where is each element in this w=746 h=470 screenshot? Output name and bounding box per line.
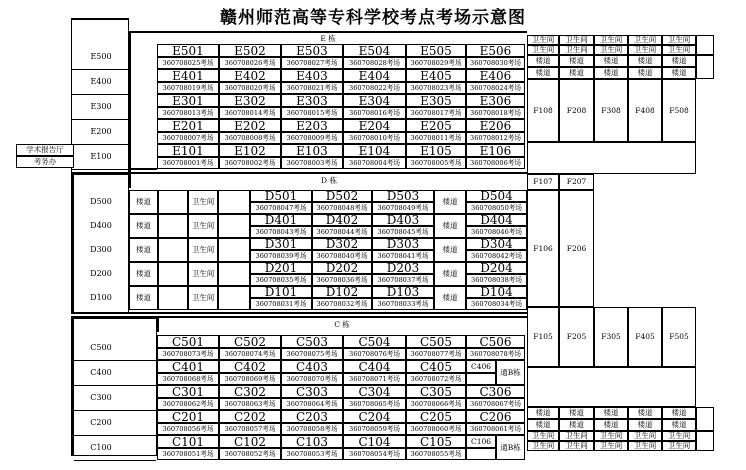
e-bottom-bar	[129, 168, 157, 170]
room-number: E305	[406, 94, 466, 107]
room-number: C105	[406, 435, 466, 448]
exam-code: 360708039考场	[250, 250, 312, 262]
room-number: C303	[281, 385, 343, 398]
corridor-label: 楼道	[129, 262, 158, 286]
exam-code: 360708024考场	[466, 82, 525, 94]
f-room: F106	[527, 190, 559, 307]
building-name-c: C 栋	[159, 318, 525, 332]
f-room: F205	[559, 307, 594, 367]
exam-code: 360708053考场	[281, 448, 343, 460]
restroom-label: 卫生间	[559, 45, 594, 55]
room-number: E502	[219, 44, 281, 57]
empty-cell	[466, 373, 496, 385]
room-number: E403	[281, 69, 343, 82]
room-number: E104	[343, 144, 406, 157]
exam-code: 360708058考场	[281, 423, 343, 435]
room-number: D404	[466, 214, 527, 226]
room-number: D302	[312, 238, 372, 250]
to-b-label: 通B栋	[496, 435, 525, 460]
exam-code: 360708067考场	[466, 398, 525, 410]
room-number: E301	[157, 94, 219, 107]
corridor-label: 楼道	[434, 286, 466, 310]
corridor-label: 楼道	[527, 419, 559, 431]
room-number: E205	[406, 119, 466, 132]
room-number: D204	[466, 262, 527, 274]
room-number: C402	[219, 360, 281, 373]
room-number: C103	[281, 435, 343, 448]
restroom-label: 卫生间	[188, 190, 218, 214]
restroom-label: 卫生间	[662, 441, 696, 451]
exam-code: 360708001考场	[157, 157, 219, 169]
floor-label: C100	[90, 442, 112, 452]
d-gap	[158, 214, 188, 238]
room-number: E405	[406, 69, 466, 82]
room-number: C206	[466, 410, 525, 423]
exam-code: 360708017考场	[406, 107, 466, 119]
corridor-label: 楼道	[594, 67, 628, 79]
corridor-label: 楼道	[434, 238, 466, 262]
floor-label: E500	[90, 51, 112, 61]
d-gap	[218, 214, 250, 238]
d-gap	[158, 238, 188, 262]
room-number: C404	[343, 360, 406, 373]
restroom-label: 卫生间	[628, 45, 662, 55]
exam-code: 360708002考场	[219, 157, 281, 169]
restroom-label: 卫生间	[662, 45, 696, 55]
side-label-office: 考务办	[16, 156, 74, 168]
floor-label: C200	[90, 417, 112, 427]
corridor-label: 楼道	[527, 407, 559, 419]
exam-code: 360708068考场	[157, 373, 219, 385]
corridor-label: 楼道	[594, 55, 628, 67]
exam-code: 360708064考场	[281, 398, 343, 410]
exam-code: 360708026考场	[219, 57, 281, 69]
room-number: E504	[343, 44, 406, 57]
floor-label: D100	[90, 293, 112, 302]
f-room: F508	[662, 79, 696, 142]
exam-code: 360708060考场	[406, 423, 466, 435]
room-number: E404	[343, 69, 406, 82]
corridor-label: 楼道	[559, 419, 594, 431]
exam-code: 360708040考场	[312, 250, 372, 262]
room-number: C203	[281, 410, 343, 423]
exam-code: 360708045考场	[372, 226, 434, 238]
restroom-label: 卫生间	[188, 214, 218, 238]
corridor-label: 楼道	[594, 419, 628, 431]
exam-code: 360708047考场	[250, 202, 312, 214]
floor-divider	[72, 169, 128, 170]
exam-code: 360708006考场	[466, 157, 525, 169]
restroom-label: 卫生间	[628, 35, 662, 45]
f-corner	[696, 431, 714, 451]
exam-code: 360708063考场	[219, 398, 281, 410]
room-number: E402	[219, 69, 281, 82]
room-number: D504	[466, 190, 527, 202]
room-number: C102	[219, 435, 281, 448]
exam-code: 360708071考场	[343, 373, 406, 385]
room-number: D103	[372, 286, 434, 298]
exam-code: 360708032考场	[312, 298, 372, 310]
room-number: C302	[219, 385, 281, 398]
restroom-label: 卫生间	[188, 262, 218, 286]
f-room: F208	[559, 79, 594, 142]
exam-code: 360708043考场	[250, 226, 312, 238]
exam-code: 360708025考场	[157, 57, 219, 69]
room-number: D501	[250, 190, 312, 202]
room-number: D201	[250, 262, 312, 274]
room-number: C205	[406, 410, 466, 423]
exam-code: 360708042考场	[466, 250, 527, 262]
room-number: D403	[372, 214, 434, 226]
f-room: F207	[559, 174, 594, 190]
f-room: F105	[527, 307, 559, 367]
d-gap	[158, 286, 188, 310]
exam-code: 360708003考场	[281, 157, 343, 169]
exam-code: 360708018考场	[466, 107, 525, 119]
room-number: C506	[466, 335, 525, 348]
d-gap	[218, 262, 250, 286]
floor-label: D400	[90, 221, 112, 230]
exam-code: 360708066考场	[406, 398, 466, 410]
side-label-hall: 学术报告厅	[16, 144, 74, 156]
exam-code: 360708005考场	[406, 157, 466, 169]
f-room: F206	[559, 190, 594, 307]
room-number: E505	[406, 44, 466, 57]
floor-label: E300	[90, 101, 112, 111]
corridor-label: 楼道	[434, 190, 466, 214]
room-number: D301	[250, 238, 312, 250]
exam-code: 360708052考场	[219, 448, 281, 460]
f-room: F108	[527, 79, 559, 142]
room-number: D202	[312, 262, 372, 274]
floor-label: D200	[90, 269, 112, 278]
room-number: D401	[250, 214, 312, 226]
room-number: E406	[466, 69, 525, 82]
corridor-label: 楼道	[594, 407, 628, 419]
d-gap	[218, 238, 250, 262]
exam-code: 360708019考场	[157, 82, 219, 94]
exam-code: 360708016考场	[343, 107, 406, 119]
exam-code: 360708008考场	[219, 132, 281, 144]
floor-label: D500	[90, 197, 112, 206]
exam-code: 360708027考场	[281, 57, 343, 69]
room-number: D402	[312, 214, 372, 226]
exam-code: 360708061考场	[466, 423, 525, 435]
room-number: E103	[281, 144, 343, 157]
corridor-label: 楼道	[559, 55, 594, 67]
exam-code: 360708054考场	[343, 448, 406, 460]
room-number: D503	[372, 190, 434, 202]
restroom-label: 卫生间	[628, 441, 662, 451]
restroom-label: 卫生间	[662, 431, 696, 441]
corridor-label: 楼道	[129, 214, 158, 238]
floor-label: C500	[90, 342, 112, 352]
room-number: E102	[219, 144, 281, 157]
exam-code: 360708012考场	[466, 132, 525, 144]
building-name-e: E 栋	[131, 33, 525, 44]
corridor-label: 楼道	[527, 55, 559, 67]
corridor-label: 楼道	[559, 67, 594, 79]
restroom-label: 卫生间	[527, 45, 559, 55]
restroom-label: 卫生间	[662, 35, 696, 45]
building-name-d: D 栋	[131, 174, 527, 188]
room-number: E303	[281, 94, 343, 107]
room-number: E206	[466, 119, 525, 132]
room-number: C101	[157, 435, 219, 448]
room-number: E506	[466, 44, 525, 57]
exam-code: 360708062考场	[157, 398, 219, 410]
d-bottom-wall	[71, 312, 527, 314]
floor-label: D300	[90, 245, 112, 254]
restroom-label: 卫生间	[594, 45, 628, 55]
room-number: C406	[466, 360, 496, 373]
exam-code: 360708050考场	[466, 202, 527, 214]
floor-label: E400	[90, 76, 112, 86]
room-number: C305	[406, 385, 466, 398]
room-number: D304	[466, 238, 527, 250]
room-number: E304	[343, 94, 406, 107]
exam-code: 360708069考场	[219, 373, 281, 385]
exam-code: 360708034考场	[466, 298, 527, 310]
room-number: E101	[157, 144, 219, 157]
corridor-label: 楼道	[129, 190, 158, 214]
page-title: 赣州师范高等专科学校考点考场示意图	[220, 8, 526, 28]
exam-code: 360708015考场	[281, 107, 343, 119]
exam-code: 360708023考场	[406, 82, 466, 94]
exam-code: 360708077考场	[406, 348, 466, 360]
exam-code: 360708038考场	[466, 274, 527, 286]
restroom-label: 卫生间	[559, 431, 594, 441]
room-number: C405	[406, 360, 466, 373]
room-number: C304	[343, 385, 406, 398]
exam-code: 360708048考场	[312, 202, 372, 214]
corridor-label: 楼道	[662, 55, 696, 67]
f-corner	[696, 55, 714, 79]
exam-code: 360708049考场	[372, 202, 434, 214]
exam-code: 360708056考场	[157, 423, 219, 435]
exam-code: 360708011考场	[406, 132, 466, 144]
room-number: C504	[343, 335, 406, 348]
f-room: F505	[662, 307, 696, 367]
restroom-label: 卫生间	[594, 35, 628, 45]
exam-code: 360708070考场	[281, 373, 343, 385]
f-room: F107	[527, 174, 559, 190]
exam-code: 360708020考场	[219, 82, 281, 94]
restroom-label: 卫生间	[559, 35, 594, 45]
room-number: C202	[219, 410, 281, 423]
room-number: C401	[157, 360, 219, 373]
d-gap	[158, 190, 188, 214]
f-room: F305	[594, 307, 628, 367]
room-number: C106	[466, 435, 496, 448]
exam-code: 360708009考场	[281, 132, 343, 144]
exam-code: 360708076考场	[343, 348, 406, 360]
corridor-label: 楼道	[129, 238, 158, 262]
f-corner	[696, 407, 714, 431]
exam-code: 360708046考场	[466, 226, 527, 238]
d-gap	[158, 262, 188, 286]
exam-code: 360708010考场	[343, 132, 406, 144]
exam-code: 360708035考场	[250, 274, 312, 286]
room-number: C502	[219, 335, 281, 348]
restroom-label: 卫生间	[188, 238, 218, 262]
exam-code: 360708072考场	[406, 373, 466, 385]
exam-code: 360708004考场	[343, 157, 406, 169]
exam-code: 360708075考场	[281, 348, 343, 360]
exam-code: 360708022考场	[343, 82, 406, 94]
restroom-label: 卫生间	[527, 441, 559, 451]
room-number: E106	[466, 144, 525, 157]
room-number: C306	[466, 385, 525, 398]
to-b-label: 通B栋	[496, 360, 525, 385]
restroom-label: 卫生间	[559, 441, 594, 451]
room-number: E204	[343, 119, 406, 132]
room-number: E105	[406, 144, 466, 157]
restroom-label: 卫生间	[594, 431, 628, 441]
e-left-top-bar	[71, 18, 129, 20]
corridor-label: 楼道	[527, 67, 559, 79]
room-number: C201	[157, 410, 219, 423]
corridor-label: 楼道	[434, 262, 466, 286]
room-number: E203	[281, 119, 343, 132]
restroom-label: 卫生间	[188, 286, 218, 310]
floor-divider	[74, 460, 156, 461]
exam-code: 360708065考场	[343, 398, 406, 410]
corridor-label: 楼道	[662, 67, 696, 79]
f-room: F408	[628, 79, 662, 142]
floor-label: C300	[90, 392, 112, 402]
room-number: C204	[343, 410, 406, 423]
exam-code: 360708037考场	[372, 274, 434, 286]
exam-code: 360708028考场	[343, 57, 406, 69]
room-number: E201	[157, 119, 219, 132]
room-number: E306	[466, 94, 525, 107]
corridor-label: 楼道	[559, 407, 594, 419]
exam-code: 360708074考场	[219, 348, 281, 360]
exam-code: 360708073考场	[157, 348, 219, 360]
exam-code: 360708021考场	[281, 82, 343, 94]
restroom-label: 卫生间	[628, 431, 662, 441]
exam-code: 360708036考场	[312, 274, 372, 286]
room-number: D102	[312, 286, 372, 298]
f-block	[527, 367, 696, 407]
corridor-label: 楼道	[434, 214, 466, 238]
restroom-label: 卫生间	[527, 431, 559, 441]
restroom-label: 卫生间	[527, 35, 559, 45]
restroom-label: 卫生间	[594, 441, 628, 451]
corridor-label: 楼道	[662, 407, 696, 419]
exam-code: 360708013考场	[157, 107, 219, 119]
exam-code: 360708041考场	[372, 250, 434, 262]
floor-label: E100	[90, 151, 112, 161]
room-number: C501	[157, 335, 219, 348]
corridor-label: 楼道	[129, 286, 158, 310]
room-number: D101	[250, 286, 312, 298]
corridor-label: 楼道	[628, 407, 662, 419]
room-number: E401	[157, 69, 219, 82]
f-corner	[696, 35, 714, 55]
room-number: C403	[281, 360, 343, 373]
corridor-label: 楼道	[662, 419, 696, 431]
empty-cell	[466, 448, 496, 460]
exam-code: 360708030考场	[466, 57, 525, 69]
room-number: E302	[219, 94, 281, 107]
floor-label: C400	[90, 367, 112, 377]
d-gap	[218, 286, 250, 310]
room-number: D203	[372, 262, 434, 274]
f-room: F308	[594, 79, 628, 142]
room-number: E202	[219, 119, 281, 132]
exam-code: 360708059考场	[343, 423, 406, 435]
room-number: C301	[157, 385, 219, 398]
room-number: E501	[157, 44, 219, 57]
room-number: D502	[312, 190, 372, 202]
f-room: F405	[628, 307, 662, 367]
room-number: E503	[281, 44, 343, 57]
corridor-label: 楼道	[628, 67, 662, 79]
d-gap	[218, 190, 250, 214]
exam-code: 360708007考场	[157, 132, 219, 144]
exam-code: 360708078考场	[466, 348, 525, 360]
exam-code: 360708051考场	[157, 448, 219, 460]
corridor-label: 楼道	[628, 419, 662, 431]
exam-code: 360708055考场	[406, 448, 466, 460]
exam-code: 360708033考场	[372, 298, 434, 310]
room-number: D303	[372, 238, 434, 250]
room-number: D104	[466, 286, 527, 298]
exam-code: 360708014考场	[219, 107, 281, 119]
f-block	[527, 142, 696, 174]
exam-code: 360708031考场	[250, 298, 312, 310]
room-number: C505	[406, 335, 466, 348]
exam-code: 360708044考场	[312, 226, 372, 238]
exam-code: 360708029考场	[406, 57, 466, 69]
e-left-wall	[129, 31, 131, 173]
exam-code: 360708057考场	[219, 423, 281, 435]
floor-label: E200	[90, 126, 112, 136]
room-number: C104	[343, 435, 406, 448]
room-number: C503	[281, 335, 343, 348]
corridor-label: 楼道	[628, 55, 662, 67]
